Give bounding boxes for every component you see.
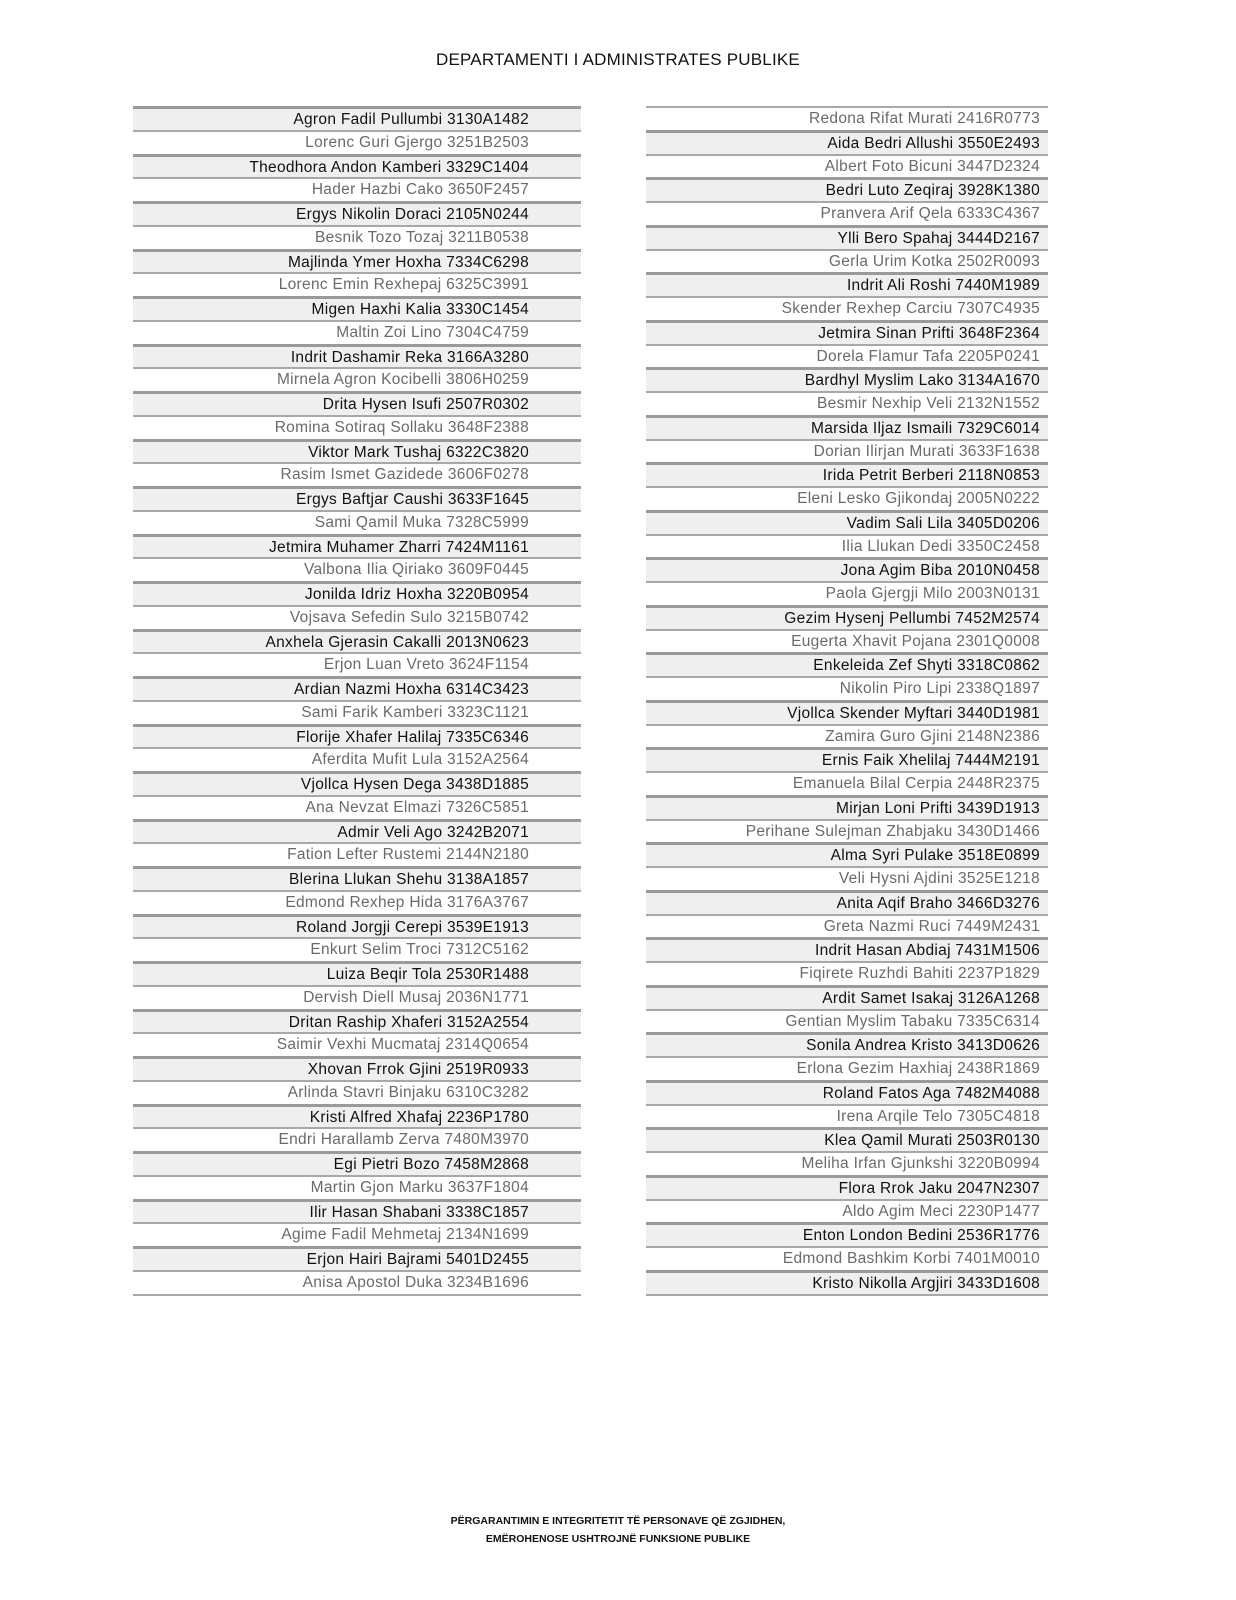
list-item: Ana Nevzat Elmazi 7326C5851	[133, 795, 581, 819]
list-item: Florije Xhafer Halilaj 7335C6346	[133, 724, 581, 748]
footer-line-1: PËRGARANTIMIN E INTEGRITETIT TË PERSONAVE QË ZGJIDHEN,	[450, 1515, 786, 1527]
list-item: Indrit Dashamir Reka 3166A3280	[133, 344, 581, 368]
list-item: Aferdita Mufit Lula 3152A2564	[133, 747, 581, 771]
footer-line-2: EMËROHENOSE USHTROJNË FUNKSIONE PUBLIKE	[485, 1533, 751, 1545]
list-item: Pranvera Arif Qela 6333C4367	[646, 201, 1048, 225]
list-item: Bardhyl Myslim Lako 3134A1670	[646, 367, 1048, 391]
list-item: Besmir Nexhip Veli 2132N1552	[646, 391, 1048, 415]
list-item: Ardian Nazmi Hoxha 6314C3423	[133, 676, 581, 700]
list-item: Ernis Faik Xhelilaj 7444M2191	[646, 747, 1048, 771]
list-item: Ergys Baftjar Caushi 3633F1645	[133, 486, 581, 510]
list-item: Lorenc Emin Rexhepaj 6325C3991	[133, 272, 581, 296]
list-item: Ilir Hasan Shabani 3338C1857	[133, 1199, 581, 1223]
list-item: Fation Lefter Rustemi 2144N2180	[133, 842, 581, 866]
list-item: Besnik Tozo Tozaj 3211B0538	[133, 225, 581, 249]
list-item: Edmond Rexhep Hida 3176A3767	[133, 890, 581, 914]
list-item: Redona Rifat Murati 2416R0773	[646, 106, 1048, 130]
list-item: Eugerta Xhavit Pojana 2301Q0008	[646, 629, 1048, 653]
list-item: Erjon Hairi Bajrami 5401D2455	[133, 1246, 581, 1270]
list-item: Nikolin Piro Lipi 2338Q1897	[646, 676, 1048, 700]
footer	[0, 1512, 1236, 1548]
list-item: Sami Farik Kamberi 3323C1121	[133, 700, 581, 724]
list-item: Vjollca Skender Myftari 3440D1981	[646, 700, 1048, 724]
list-end-divider	[646, 1294, 1048, 1296]
list-item: Jetmira Muhamer Zharri 7424M1161	[133, 534, 581, 558]
list-item: Enkeleida Zef Shyti 3318C0862	[646, 652, 1048, 676]
list-item: Viktor Mark Tushaj 6322C3820	[133, 439, 581, 463]
list-item: Aldo Agim Meci 2230P1477	[646, 1199, 1048, 1223]
list-item: Anxhela Gjerasin Cakalli 2013N0623	[133, 629, 581, 653]
list-item: Erlona Gezim Haxhiaj 2438R1869	[646, 1056, 1048, 1080]
list-item: Anisa Apostol Duka 3234B1696	[133, 1270, 581, 1294]
list-end-divider	[133, 1294, 581, 1296]
list-item: Endri Harallamb Zerva 7480M3970	[133, 1127, 581, 1151]
list-item: Hader Hazbi Cako 3650F2457	[133, 177, 581, 201]
list-item: Enton London Bedini 2536R1776	[646, 1222, 1048, 1246]
list-item: Valbona Ilia Qiriako 3609F0445	[133, 557, 581, 581]
list-item: Agime Fadil Mehmetaj 2134N1699	[133, 1222, 581, 1246]
list-item: Albert Foto Bicuni 3447D2324	[646, 154, 1048, 178]
list-item: Majlinda Ymer Hoxha 7334C6298	[133, 249, 581, 273]
list-item: Sami Qamil Muka 7328C5999	[133, 510, 581, 534]
list-item: Jetmira Sinan Prifti 3648F2364	[646, 320, 1048, 344]
list-item: Emanuela Bilal Cerpia 2448R2375	[646, 771, 1048, 795]
list-item: Admir Veli Ago 3242B2071	[133, 819, 581, 843]
list-item: Dervish Diell Musaj 2036N1771	[133, 985, 581, 1009]
list-item: Alma Syri Pulake 3518E0899	[646, 842, 1048, 866]
list-item: Bedri Luto Zeqiraj 3928K1380	[646, 177, 1048, 201]
list-item: Flora Rrok Jaku 2047N2307	[646, 1175, 1048, 1199]
list-item: Martin Gjon Marku 3637F1804	[133, 1175, 581, 1199]
list-item: Migen Haxhi Kalia 3330C1454	[133, 296, 581, 320]
list-item: Paola Gjergji Milo 2003N0131	[646, 581, 1048, 605]
list-item: Rasim Ismet Gazidede 3606F0278	[133, 462, 581, 486]
list-item: Theodhora Andon Kamberi 3329C1404	[133, 154, 581, 178]
list-item: Erjon Luan Vreto 3624F1154	[133, 652, 581, 676]
list-item: Anita Aqif Braho 3466D3276	[646, 890, 1048, 914]
list-item: Ergys Nikolin Doraci 2105N0244	[133, 201, 581, 225]
list-item: Ardit Samet Isakaj 3126A1268	[646, 985, 1048, 1009]
list-item: Blerina Llukan Shehu 3138A1857	[133, 866, 581, 890]
list-item: Klea Qamil Murati 2503R0130	[646, 1127, 1048, 1151]
list-item: Skender Rexhep Carciu 7307C4935	[646, 296, 1048, 320]
list-item: Aida Bedri Allushi 3550E2493	[646, 130, 1048, 154]
list-item: Sonila Andrea Kristo 3413D0626	[646, 1032, 1048, 1056]
list-item: Marsida Iljaz Ismaili 7329C6014	[646, 415, 1048, 439]
list-item: Jonilda Idriz Hoxha 3220B0954	[133, 581, 581, 605]
list-item: Maltin Zoi Lino 7304C4759	[133, 320, 581, 344]
page-title: DEPARTAMENTI I ADMINISTRATES PUBLIKE	[436, 50, 800, 69]
list-item: Gentian Myslim Tabaku 7335C6314	[646, 1009, 1048, 1033]
list-item: Eleni Lesko Gjikondaj 2005N0222	[646, 486, 1048, 510]
list-item: Irida Petrit Berberi 2118N0853	[646, 462, 1048, 486]
list-item: Mirnela Agron Kocibelli 3806H0259	[133, 367, 581, 391]
list-item: Indrit Ali Roshi 7440M1989	[646, 272, 1048, 296]
list-item: Dorian Ilirjan Murati 3633F1638	[646, 439, 1048, 463]
list-item: Fiqirete Ruzhdi Bahiti 2237P1829	[646, 961, 1048, 985]
list-item: Dritan Raship Xhaferi 3152A2554	[133, 1009, 581, 1033]
list-item: Romina Sotiraq Sollaku 3648F2388	[133, 415, 581, 439]
list-item: Gezim Hysenj Pellumbi 7452M2574	[646, 605, 1048, 629]
list-item: Kristo Nikolla Argjiri 3433D1608	[646, 1270, 1048, 1294]
list-item: Ylli Bero Spahaj 3444D2167	[646, 225, 1048, 249]
list-item: Indrit Hasan Abdiaj 7431M1506	[646, 937, 1048, 961]
list-item: Irena Arqile Telo 7305C4818	[646, 1104, 1048, 1128]
list-item: Vjollca Hysen Dega 3438D1885	[133, 771, 581, 795]
list-item: Vadim Sali Lila 3405D0206	[646, 510, 1048, 534]
list-item: Jona Agim Biba 2010N0458	[646, 557, 1048, 581]
list-item: Drita Hysen Isufi 2507R0302	[133, 391, 581, 415]
list-item: Meliha Irfan Gjunkshi 3220B0994	[646, 1151, 1048, 1175]
list-item: Saimir Vexhi Mucmataj 2314Q0654	[133, 1032, 581, 1056]
list-item: Zamira Guro Gjini 2148N2386	[646, 724, 1048, 748]
list-item: Kristi Alfred Xhafaj 2236P1780	[133, 1104, 581, 1128]
list-item: Vojsava Sefedin Sulo 3215B0742	[133, 605, 581, 629]
list-item: Perihane Sulejman Zhabjaku 3430D1466	[646, 819, 1048, 843]
list-item: Enkurt Selim Troci 7312C5162	[133, 937, 581, 961]
list-item: Xhovan Frrok Gjini 2519R0933	[133, 1056, 581, 1080]
list-item: Luiza Beqir Tola 2530R1488	[133, 961, 581, 985]
list-item: Gerla Urim Kotka 2502R0093	[646, 249, 1048, 273]
list-item: Roland Fatos Aga 7482M4088	[646, 1080, 1048, 1104]
list-item: Arlinda Stavri Binjaku 6310C3282	[133, 1080, 581, 1104]
list-item: Lorenc Guri Gjergo 3251B2503	[133, 130, 581, 154]
list-item: Agron Fadil Pullumbi 3130A1482	[133, 106, 581, 130]
list-item: Edmond Bashkim Korbi 7401M0010	[646, 1246, 1048, 1270]
list-item: Mirjan Loni Prifti 3439D1913	[646, 795, 1048, 819]
list-item: Egi Pietri Bozo 7458M2868	[133, 1151, 581, 1175]
list-item: Roland Jorgji Cerepi 3539E1913	[133, 914, 581, 938]
list-item: Greta Nazmi Ruci 7449M2431	[646, 914, 1048, 938]
list-item: Dorela Flamur Tafa 2205P0241	[646, 344, 1048, 368]
right-name-list	[646, 106, 1048, 1296]
left-name-list	[133, 106, 581, 1296]
list-item: Veli Hysni Ajdini 3525E1218	[646, 866, 1048, 890]
list-item: Ilia Llukan Dedi 3350C2458	[646, 534, 1048, 558]
